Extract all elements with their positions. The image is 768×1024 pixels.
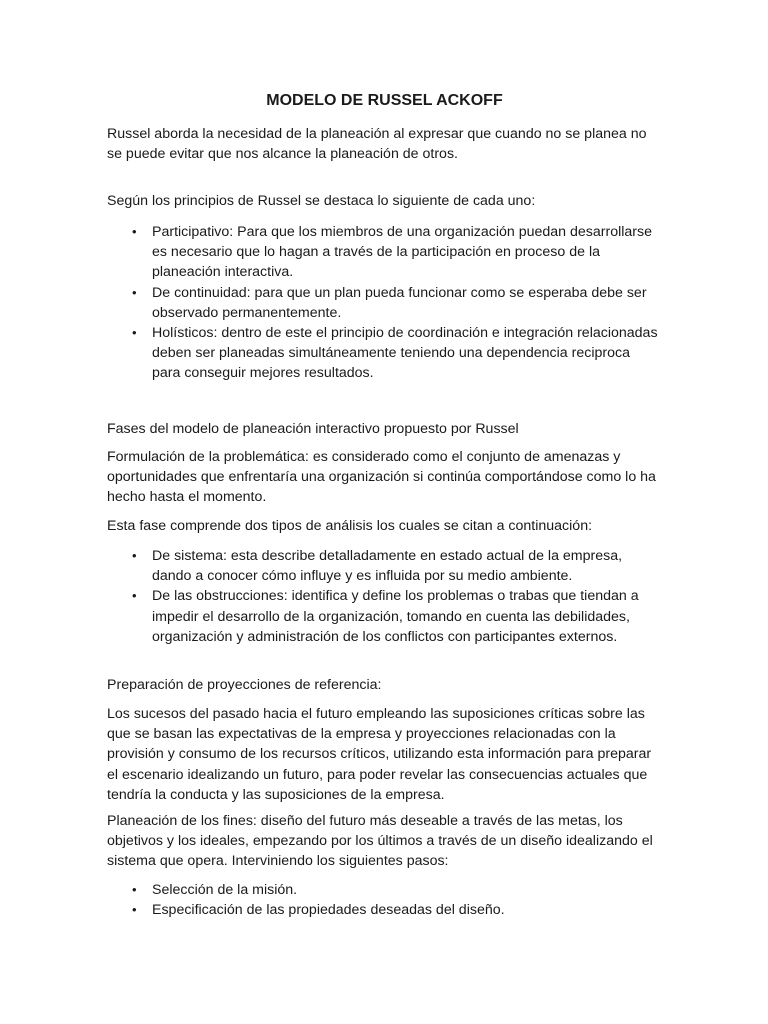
ends-planning-paragraph: Planeación de los fines: diseño del futuro más deseable a través de las metas, los objetivos y los ideales, empezando por los últimos a través de un diseño idealizando el sistema que opera. Interviniendo los siguientes pasos: (107, 813, 653, 870)
list-item (107, 880, 662, 900)
document-title: MODELO DE RUSSEL ACKOFF (266, 92, 503, 109)
projections-paragraph: Los sucesos del pasado hacia el futuro empleando las suposiciones críticas sobre las que se basan las expectativas de la empresa y proyecciones relacionadas con la provisión y consumo de los recursos críticos, utilizando esta información para preparar el escenario idealizando un futuro, para poder revelar las consecuencias actuales que tendría la conducta y las suposiciones de la empresa. (107, 706, 652, 803)
list-item-text: De sistema: esta describe detalladamente en estado actual de la empresa, dando a conocer cómo influye y es influida por su medio ambiente. (152, 548, 623, 585)
phases-heading: Fases del modelo de planeación interactivo propuesto por Russel (107, 421, 519, 437)
list-item (107, 546, 662, 586)
list-item-text: Selección de la misión. (152, 882, 298, 898)
bullet-icon: • (132, 588, 137, 604)
principles-list (107, 222, 662, 384)
bullet-icon: • (132, 902, 137, 918)
analysis-list (107, 546, 662, 647)
list-item-text: De continuidad: para que un plan pueda funcionar como se esperaba debe ser observado permanentemente. (152, 284, 647, 321)
problem-formulation-paragraph: Formulación de la problemática: es considerado como el conjunto de amenazas y oportunidades que enfrentaría una organización si continúa comportándose como lo ha hecho hasta el momento. (107, 449, 656, 506)
list-item (107, 586, 662, 647)
projections-heading: Preparación de proyecciones de referencia: (107, 677, 382, 693)
bullet-icon: • (132, 325, 137, 341)
steps-list (107, 880, 662, 920)
bullet-icon: • (132, 224, 137, 239)
list-item (107, 900, 662, 920)
list-item-text: Especificación de las propiedades deseadas del diseño. (152, 902, 505, 919)
list-item-text: De las obstrucciones: identifica y define los problemas o trabas que tiendan a impedir el desarrollo de la organización, tomando en cuenta las debilidades, organización y administración de los conflictos con participantes externos. (152, 588, 639, 645)
analysis-intro: Esta fase comprende dos tipos de análisis los cuales se citan a continuación: (107, 518, 593, 534)
list-item (107, 323, 662, 384)
list-item-text: Holísticos: dentro de este el principio de coordinación e integración relacionadas deben ser planeadas simultáneamente teniendo una dependencia reciproca para conseguir mejores resultados. (152, 325, 658, 382)
bullet-icon: • (132, 548, 137, 563)
list-item (107, 283, 662, 323)
list-item (107, 222, 662, 283)
bullet-icon: • (132, 882, 137, 897)
list-item-text: Participativo: Para que los miembros de una organización puedan desarrollarse es necesario que lo hagan a través de la participación en proceso de la planeación interactiva. (152, 224, 652, 281)
intro-paragraph: Russel aborda la necesidad de la planeación al expresar que cuando no se planea no se puede evitar que nos alcance la planeación de otros. (107, 126, 647, 163)
principles-intro: Según los principios de Russel se destaca lo siguiente de cada uno: (107, 193, 536, 209)
bullet-icon: • (132, 284, 137, 300)
